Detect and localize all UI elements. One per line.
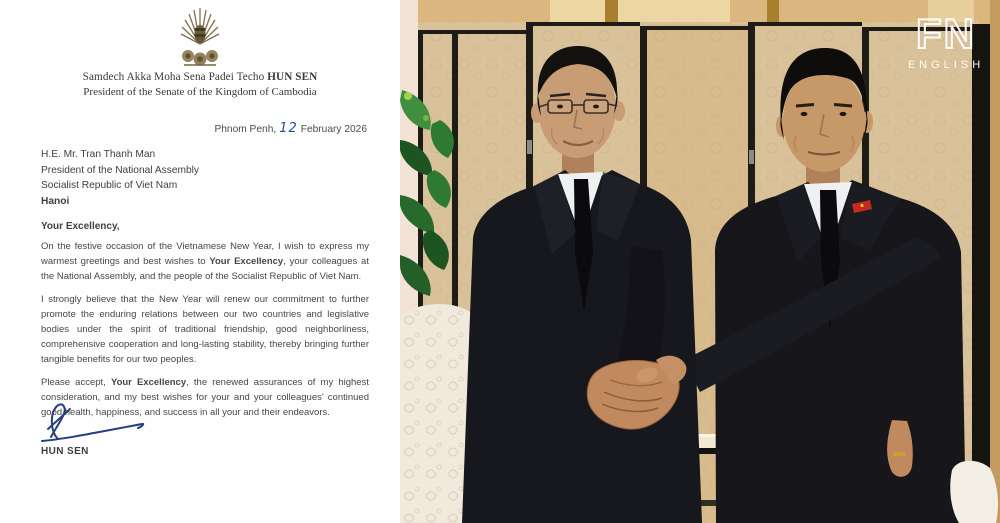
letter-body [41,221,369,428]
signature-printed-name: HUN SEN [41,446,89,457]
sender-name-bold: HUN SEN [267,71,318,83]
handshake-photo [400,0,1000,523]
recipient-block [41,147,199,209]
teacup-object [950,461,998,523]
letterhead-sender-title: President of the Senate of the Kingdom of Cambodia [83,86,317,98]
recipient-city: Hanoi [41,195,70,207]
handwritten-day: 12 [279,121,298,136]
dateline-rest: February 2026 [300,124,367,135]
hun-sen-signature-graphic [38,401,150,452]
sofa [400,304,474,523]
dateline-place: Phnom Penh, [214,124,277,135]
recipient-title: President of the National Assembly [41,164,199,176]
salutation: Your Excellency, [41,221,120,232]
recipient-name: H.E. Mr. Tran Thanh Man [41,149,156,160]
paragraph-3: Please accept, Your Excellency, the renewed assurances of my highest consideration, and my best wishes for your and your colleagues' continued good health, happiness, and success in all your and their endeavors. [41,377,369,418]
dateline [214,121,367,136]
paragraph-2: I strongly believe that the New Year will renew our commitment to further promote the enduring relations between our two countries and legislative bodies under the spirit of traditional friendship, good neighborliness, comprehensive cooperation and long-lasting stability, thereby bringing further tangible benefits for our two peoples. [41,294,369,365]
recipient-country: Socialist Republic of Viet Nam [41,180,178,191]
cambodia-royal-crest-icon [168,4,232,75]
paragraph-1: On the festive occasion of the Vietnamese New Year, I wish to express my warmest greetings and best wishes to Your Excellency, your colleagues at the National Assembly, and the people of the Socialist Republic of Viet Nam. [41,241,369,282]
fn-logo-text: FN [916,10,976,57]
fn-english-logo [898,6,994,78]
letter-document [0,0,400,523]
fn-logo-caption: ENGLISH [907,59,985,71]
letterhead-sender-name: Samdech Akka Moha Sena Padei Techo HUN SEN [82,71,318,83]
